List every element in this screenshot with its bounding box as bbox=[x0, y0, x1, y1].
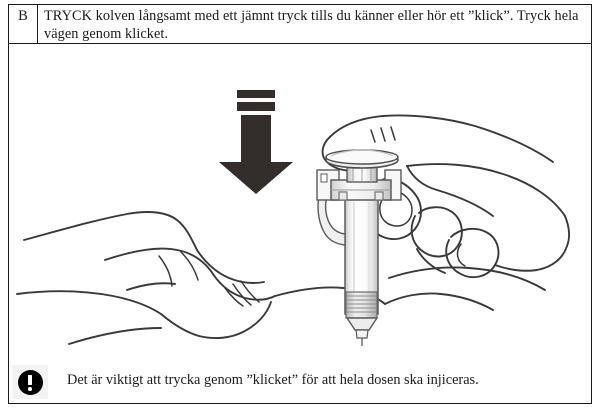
syringe-device bbox=[317, 150, 401, 346]
needle-hub bbox=[356, 330, 368, 338]
instruction-cell bbox=[38, 5, 591, 43]
instruction-table bbox=[8, 4, 592, 404]
lower-hand-outline bbox=[17, 212, 545, 344]
down-arrow-icon bbox=[219, 90, 293, 194]
illustration-cell bbox=[9, 44, 591, 403]
step-letter-cell bbox=[9, 5, 38, 43]
syringe-shoulder bbox=[347, 318, 377, 330]
step-letter: B bbox=[18, 8, 28, 24]
instruction-header-row bbox=[9, 5, 591, 44]
note-text: Det är viktigt att trycka genom ”klicket” för att hela dosen ska injiceras. bbox=[67, 372, 479, 388]
note-row bbox=[9, 363, 591, 403]
syringe-stopper bbox=[346, 292, 377, 318]
instruction-text: TRYCK kolven långsamt med ett jämnt tryck tills du känner eller hör ett ”klick”. Tryck hela vägen genom klicket. bbox=[44, 8, 579, 42]
exclamation-circle-icon bbox=[18, 370, 43, 395]
note-icon-wrapper bbox=[12, 365, 48, 399]
syringe-injection-illustration bbox=[9, 44, 590, 366]
